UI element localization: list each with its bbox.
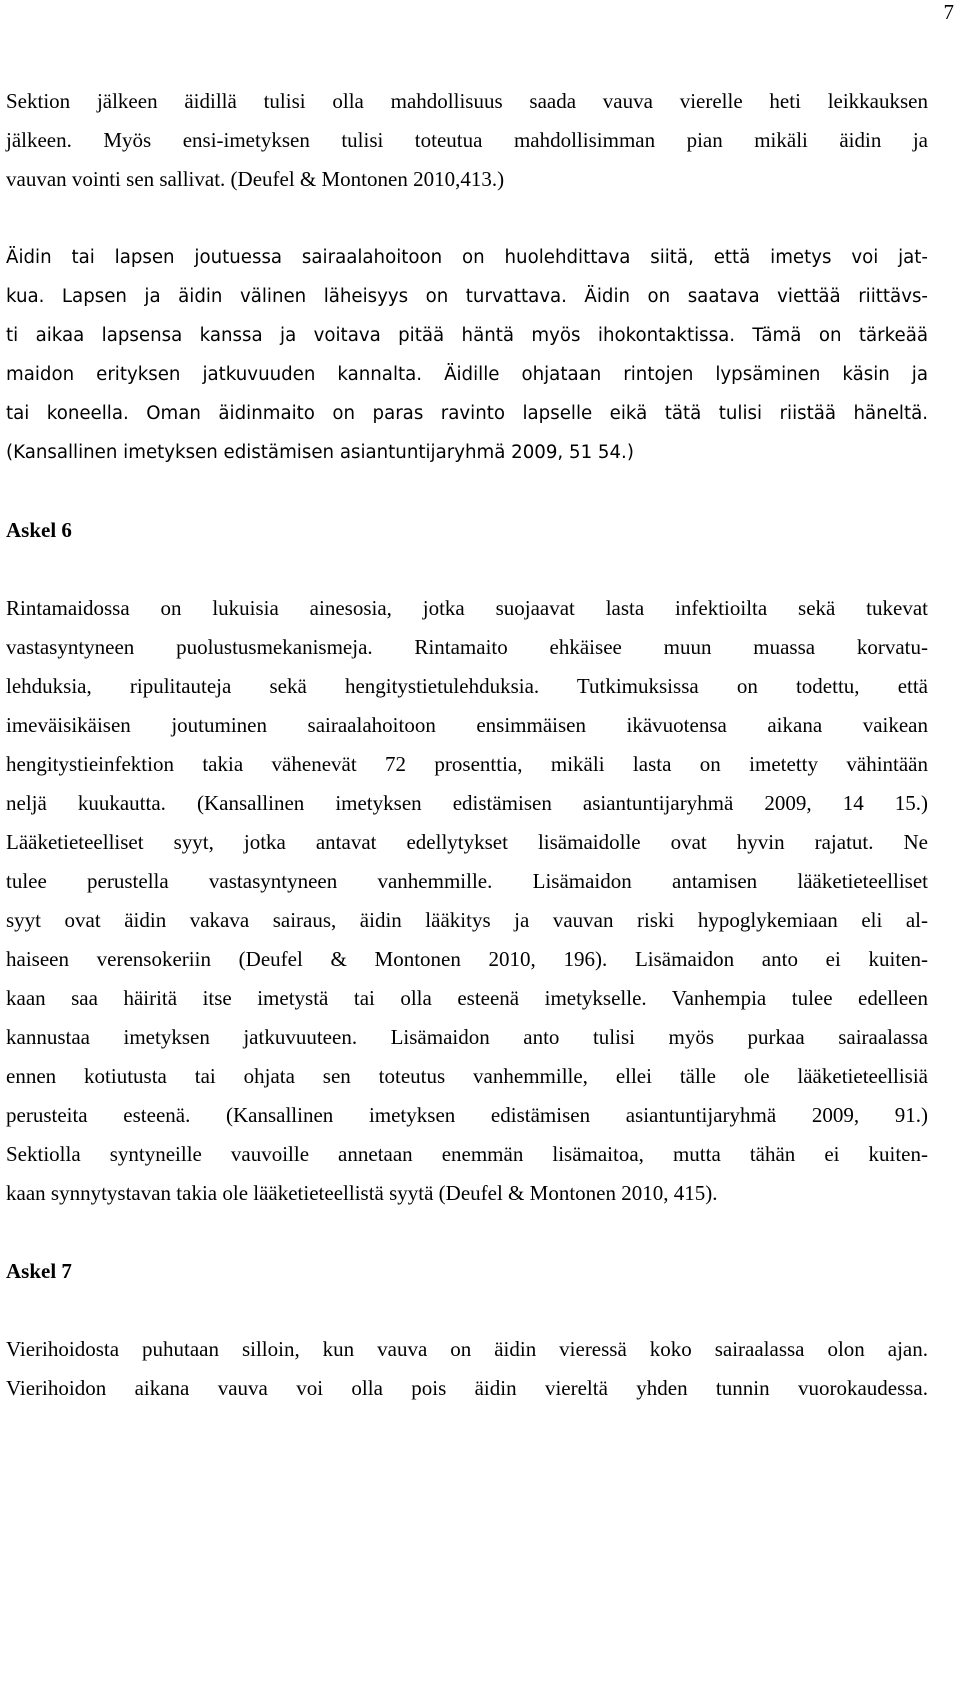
text-line: Äidin tai lapsen joutuessa sairaalahoitoon on huolehdittava siitä, että imetys voi jat- (6, 247, 928, 268)
text-line: syyt ovat äidin vakava sairaus, äidin lääkitys ja vauvan riski hypoglykemiaan eli al- (6, 908, 928, 932)
text-line: kua. Lapsen ja äidin välinen läheisyys on turvattava. Äidin on saatava viettää riittävs- (6, 286, 928, 307)
text-line: perusteita esteenä. (Kansallinen imetyksen edistämisen asiantuntijaryhmä 2009, 91.) (6, 1103, 928, 1127)
paragraph-gap (6, 1291, 928, 1330)
text-line: hengitystieinfektion takia vähenevät 72 prosenttia, mikäli lasta on imetetty vähintään (6, 752, 928, 776)
text-line: lehduksia, ripulitauteja sekä hengitystietulehduksia. Tutkimuksissa on todettu, että (6, 674, 928, 698)
page-number: 7 (943, 0, 954, 24)
text-line: tulee perustella vastasyntyneen vanhemmille. Lisämaidon antamisen lääketieteelliset (6, 869, 928, 893)
paragraph-breast-milk (6, 589, 928, 1213)
text-line: Rintamaidossa on lukuisia ainesosia, jotka suojaavat lasta infektioilta sekä tukevat (6, 596, 928, 620)
text-line: imeväisikäisen joutuminen sairaalahoitoon ensimmäisen ikävuotensa aikana vaikean (6, 713, 928, 737)
text-line: kannustaa imetyksen jatkuvuuteen. Lisämaidon anto tulisi myös purkaa sairaalassa (6, 1025, 928, 1049)
text-line: neljä kuukautta. (Kansallinen imetyksen edistämisen asiantuntijaryhmä 2009, 14 15.) (6, 791, 928, 815)
text-line: vauvan vointi sen sallivat. (Deufel & Montonen 2010,413.) (6, 167, 505, 191)
text-line: ennen kotiutusta tai ohjata sen toteutus vanhemmille, ellei tälle ole lääketieteellisiä (6, 1064, 928, 1088)
paragraph-rooming-in (6, 1330, 928, 1408)
heading-askel-6: Askel 6 (6, 518, 72, 542)
text-line: Sektiolla syntyneille vauvoille annetaan enemmän lisämaitoa, mutta tähän ei kuiten- (6, 1142, 928, 1166)
text-line: vastasyntyneen puolustusmekanismeja. Rintamaito ehkäisee muun muassa korvatu- (6, 635, 928, 659)
paragraph-section-recovery (6, 82, 928, 199)
text-line: (Kansallinen imetyksen edistämisen asiantuntijaryhmä 2009, 51 54.) (6, 442, 634, 463)
heading-askel-7: Askel 7 (6, 1259, 72, 1283)
text-line: Vierihoidosta puhutaan silloin, kun vauva on äidin vieressä koko sairaalassa olon ajan. (6, 1337, 928, 1361)
text-line: maidon erityksen jatkuvuuden kannalta. Äidille ohjataan rintojen lypsäminen käsin ja (6, 364, 928, 385)
text-line: ti aikaa lapsensa kanssa ja voitava pitää häntä myös ihokontaktissa. Tämä on tärkeää (6, 325, 928, 346)
paragraph-hospital-care (6, 238, 928, 472)
text-line: kaan saa häiritä itse imetystä tai olla esteenä imetykselle. Vanhempia tulee edelleen (6, 986, 928, 1010)
paragraph-gap (6, 550, 928, 589)
text-line: Sektion jälkeen äidillä tulisi olla mahdollisuus saada vauva vierelle heti leikkauksen (6, 89, 928, 113)
text-line: haiseen verensokeriin (Deufel & Montonen 2010, 196). Lisämaidon anto ei kuiten- (6, 947, 928, 971)
text-line: Vierihoidon aikana vauva voi olla pois äidin viereltä yhden tunnin vuorokaudessa. (6, 1376, 928, 1400)
paragraph-gap (6, 1213, 928, 1252)
paragraph-gap (6, 472, 928, 511)
text-line: Lääketieteelliset syyt, jotka antavat edellytykset lisämaidolle ovat hyvin rajatut. Ne (6, 830, 928, 854)
paragraph-gap (6, 199, 928, 238)
text-line: kaan synnytystavan takia ole lääketieteellistä syytä (Deufel & Montonen 2010, 415). (6, 1181, 718, 1205)
page-content (6, 82, 928, 1408)
text-line: tai koneella. Oman äidinmaito on paras ravinto lapselle eikä tätä tulisi riistää häneltä. (6, 403, 928, 424)
text-line: jälkeen. Myös ensi-imetyksen tulisi toteutua mahdollisimman pian mikäli äidin ja (6, 128, 928, 152)
